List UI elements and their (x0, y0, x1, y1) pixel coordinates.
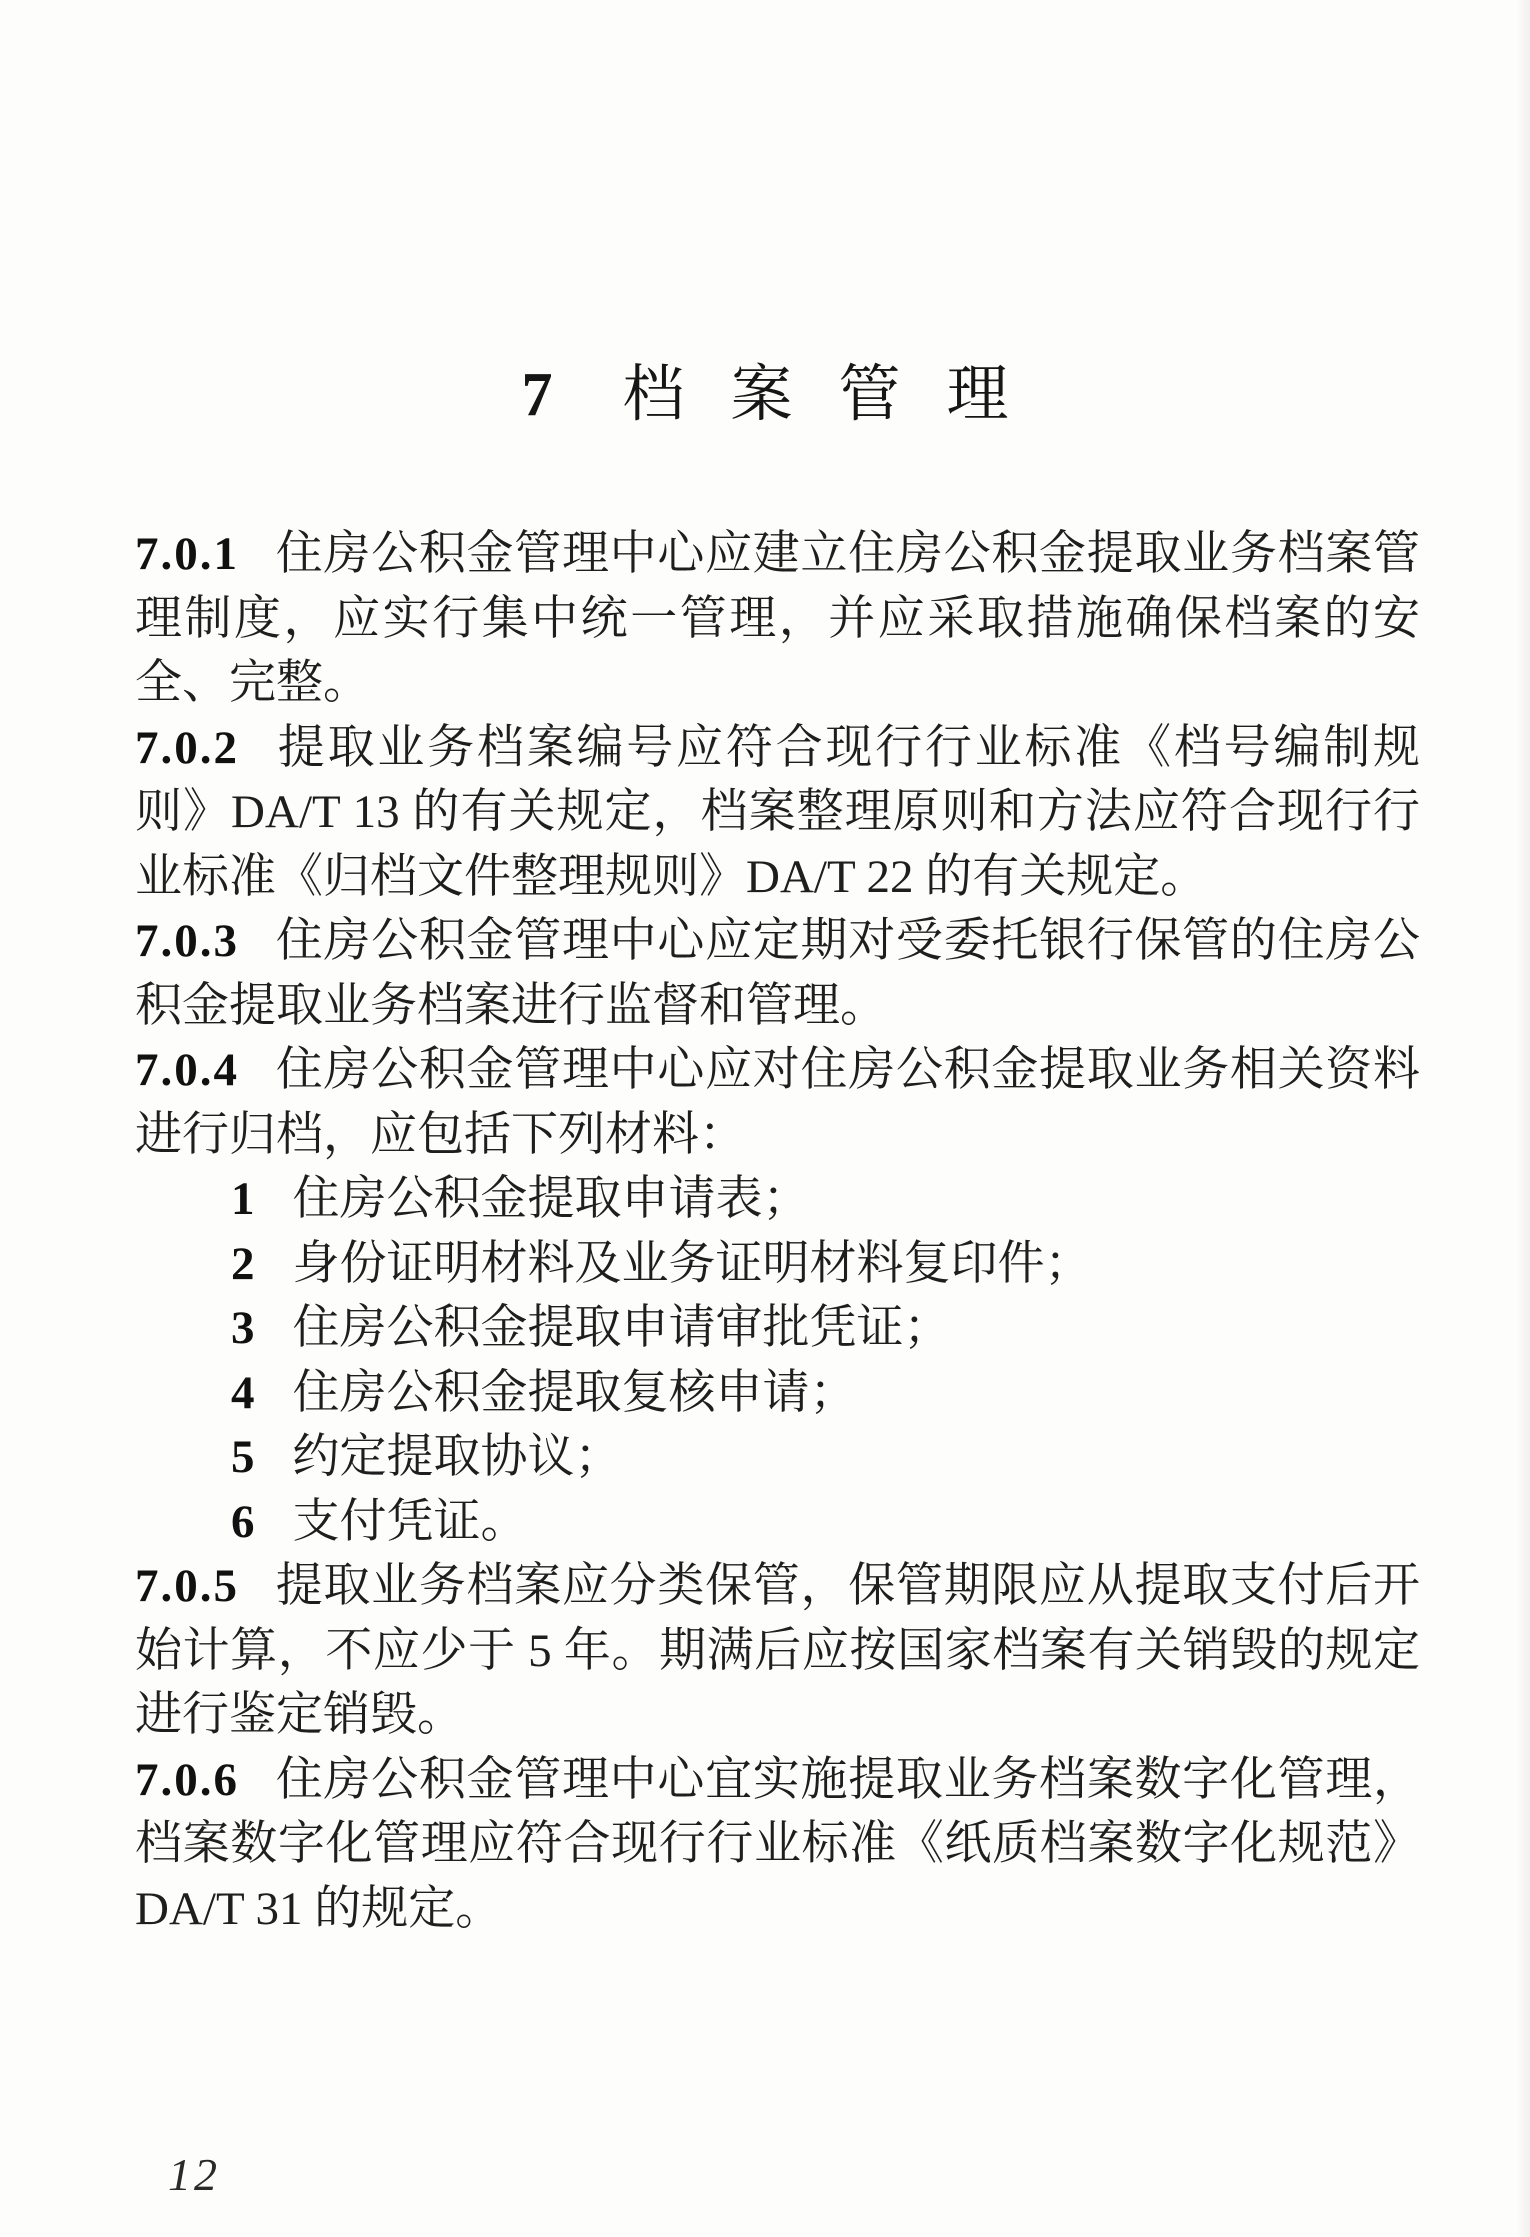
clause-7-0-5 (135, 1554, 1420, 1748)
list-item (135, 1232, 1420, 1297)
list-item-number: 6 (231, 1495, 255, 1548)
clause-7-0-1 (135, 522, 1420, 716)
list-item (135, 1167, 1420, 1232)
list-item (135, 1296, 1420, 1361)
list-item-text: 身份证明材料及业务证明材料复印件； (292, 1237, 1092, 1290)
clause-label: 7.0.6 (135, 1753, 239, 1806)
list-item-text: 约定提取协议； (292, 1431, 622, 1483)
clause-label: 7.0.5 (135, 1560, 239, 1612)
list-item (135, 1490, 1420, 1555)
clause-label: 7.0.2 (135, 721, 239, 774)
section-title (0, 0, 1530, 438)
clause-7-0-2 (135, 716, 1420, 910)
clause-7-0-3 (135, 909, 1420, 1038)
page-number: 12 (168, 2149, 220, 2200)
section-number: 7 (521, 361, 553, 429)
clause-7-0-6 (135, 1748, 1420, 1942)
list-item-number: 4 (231, 1366, 255, 1419)
list-item-text: 住房公积金提取申请审批凭证； (292, 1302, 951, 1354)
clause-text: 提取业务档案编号应符合现行行业标准《档号编制规则》DA/T 13 的有关规定，档案整理原则和方法应符合现行行业标准《归档文件整理规则》DA/T 22 的有关规定。 (135, 721, 1420, 903)
clause-7-0-4 (135, 1038, 1420, 1167)
clause-label: 7.0.4 (135, 1044, 239, 1096)
list-item-number: 3 (231, 1302, 255, 1354)
list-item (135, 1425, 1420, 1490)
clause-text: 住房公积金管理中心应对住房公积金提取业务相关资料进行归档，应包括下列材料： (135, 1044, 1420, 1161)
clause-label: 7.0.1 (135, 528, 239, 580)
material-list (135, 1167, 1420, 1554)
clause-text: 提取业务档案应分类保管，保管期限应从提取支付后开始计算，不应少于 5 年。期满后应按国家档案有关销毁的规定进行鉴定销毁。 (135, 1560, 1420, 1741)
clause-text: 住房公积金管理中心应定期对受委托银行保管的住房公积金提取业务档案进行监督和管理。 (135, 915, 1420, 1032)
document-body (135, 522, 1420, 1941)
clause-text: 住房公积金管理中心宜实施提取业务档案数字化管理，档案数字化管理应符合现行行业标准《纸质档案数字化规范》DA/T 31 的规定。 (135, 1753, 1420, 1935)
clause-label: 7.0.3 (135, 915, 239, 967)
section-title-text: 档案管理 (622, 361, 1055, 429)
list-item-number: 5 (231, 1431, 255, 1483)
list-item-number: 1 (231, 1173, 255, 1225)
list-item-text: 支付凭证。 (292, 1495, 528, 1548)
list-item-text: 住房公积金提取申请表； (292, 1173, 810, 1225)
list-item-number: 2 (231, 1237, 255, 1290)
list-item-text: 住房公积金提取复核申请； (292, 1366, 857, 1419)
clause-text: 住房公积金管理中心应建立住房公积金提取业务档案管理制度，应实行集中统一管理，并应采取措施确保档案的安全、完整。 (135, 528, 1420, 709)
list-item (135, 1361, 1420, 1426)
